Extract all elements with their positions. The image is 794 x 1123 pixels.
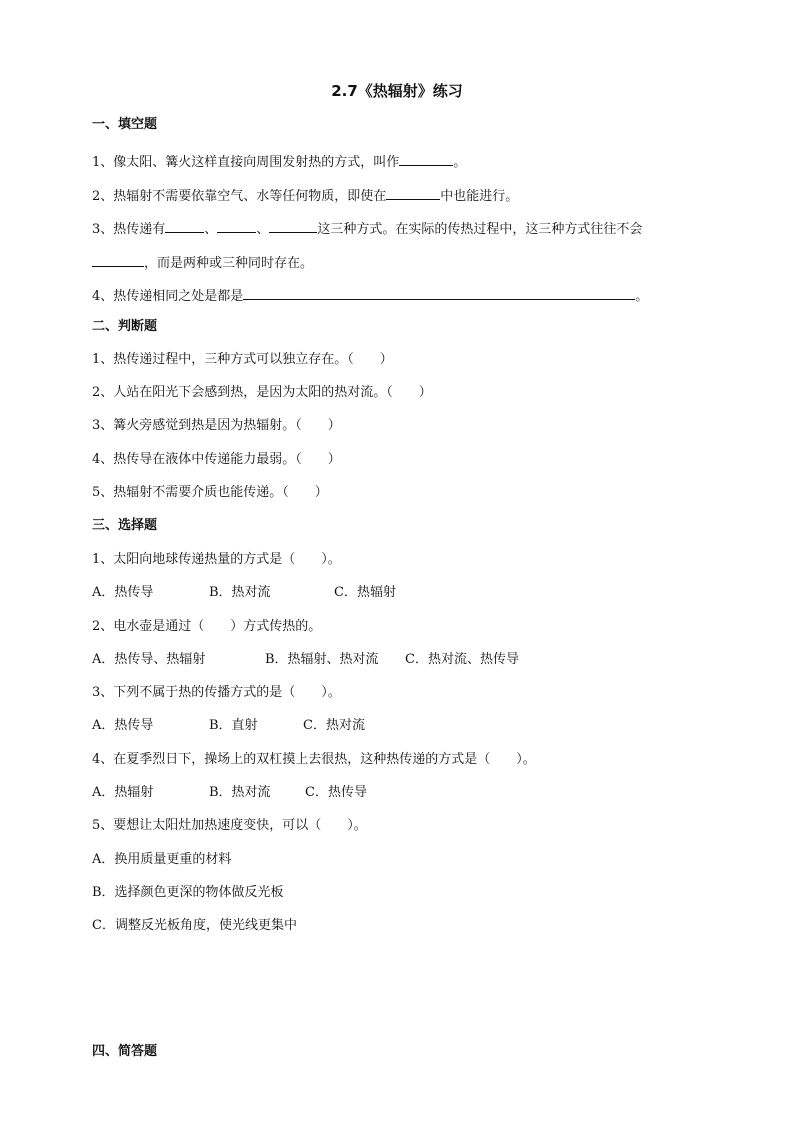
fill-question-3: [92, 218, 642, 239]
option-a[interactable]: A．热传导: [92, 585, 154, 600]
fill-q3-end: 这三种方式。在实际的传热过程中，这三种方式往往不会: [317, 222, 643, 237]
option-c[interactable]: C．热辐射: [334, 585, 396, 600]
fill-question-1: [92, 151, 466, 172]
option-c[interactable]: C．热传导: [305, 785, 367, 800]
section-heading-short: 四、简答题: [92, 1044, 158, 1059]
fill-q1-text: 1、像太阳、篝火这样直接向周围发射热的方式，叫作: [92, 155, 400, 170]
option-b[interactable]: B．热对流: [209, 785, 271, 800]
choice-q3-options: [92, 717, 365, 735]
fill-question-2: [92, 185, 518, 206]
option-c[interactable]: C．热对流: [303, 718, 365, 733]
option-c[interactable]: C．调整反光板角度，使光线更集中: [92, 918, 297, 933]
answer-blank[interactable]: [165, 218, 204, 233]
option-b[interactable]: B．热辐射、热对流: [265, 652, 379, 667]
choice-question-2: 2、电水壶是通过（ ）方式传热的。: [92, 619, 322, 634]
choice-question-1: 1、太阳向地球传递热量的方式是（ ）。: [92, 552, 341, 567]
fill-q1-end: 。: [453, 155, 467, 170]
fill-q4-text: 4、热传递相同之处是都是: [92, 289, 244, 304]
choice-q4-options: [92, 784, 367, 802]
judge-question-1: 1、热传递过程中，三种方式可以独立存在。（ ）: [92, 352, 393, 367]
section-heading-fill: 一、填空题: [92, 117, 158, 132]
fill-question-4: [92, 285, 648, 306]
fill-question-3-continued: [92, 252, 313, 273]
option-c[interactable]: C．热对流、热传导: [405, 652, 519, 667]
option-a[interactable]: A．热辐射: [92, 785, 154, 800]
choice-q2-options: [92, 651, 519, 669]
answer-blank[interactable]: [243, 285, 635, 300]
judge-question-3: 3、篝火旁感觉到热是因为热辐射。（ ）: [92, 418, 341, 433]
option-b[interactable]: B．直射: [209, 718, 258, 733]
fill-q3b-text: ，而是两种或三种同时存在。: [144, 256, 314, 271]
answer-blank[interactable]: [269, 218, 317, 233]
separator: 、: [204, 222, 218, 237]
choice-question-3: 3、下列不属于热的传播方式的是（ ）。: [92, 685, 341, 700]
judge-question-2: 2、人站在阳光下会感到热，是因为太阳的热对流。（ ）: [92, 385, 432, 400]
section-heading-choice: 三、选择题: [92, 518, 158, 533]
choice-question-5: 5、要想让太阳灶加热速度变快，可以（ ）。: [92, 818, 367, 833]
fill-q2-end: 中也能进行。: [440, 189, 519, 204]
option-b[interactable]: B．热对流: [209, 585, 271, 600]
answer-blank[interactable]: [399, 151, 453, 166]
option-a[interactable]: A．热传导: [92, 718, 154, 733]
fill-q4-end: 。: [635, 289, 649, 304]
answer-blank[interactable]: [217, 218, 256, 233]
fill-q3-text: 3、热传递有: [92, 222, 166, 237]
fill-q2-text: 2、热辐射不需要依靠空气、水等任何物质，即使在: [92, 189, 387, 204]
answer-blank[interactable]: [92, 252, 144, 267]
option-a[interactable]: A．热传导、热辐射: [92, 652, 206, 667]
answer-blank[interactable]: [386, 185, 440, 200]
option-a[interactable]: A．换用质量更重的材料: [92, 852, 232, 867]
separator: 、: [256, 222, 270, 237]
choice-question-4: 4、在夏季烈日下，操场上的双杠摸上去很热，这种热传递的方式是（ ）。: [92, 752, 536, 767]
judge-question-4: 4、热传导在液体中传递能力最弱。（ ）: [92, 452, 341, 467]
option-b[interactable]: B．选择颜色更深的物体做反光板: [92, 885, 284, 900]
section-heading-judge: 二、判断题: [92, 319, 158, 334]
judge-question-5: 5、热辐射不需要介质也能传递。（ ）: [92, 485, 328, 500]
choice-q1-options: [92, 584, 396, 602]
page-title: 2.7《热辐射》练习: [331, 82, 463, 100]
